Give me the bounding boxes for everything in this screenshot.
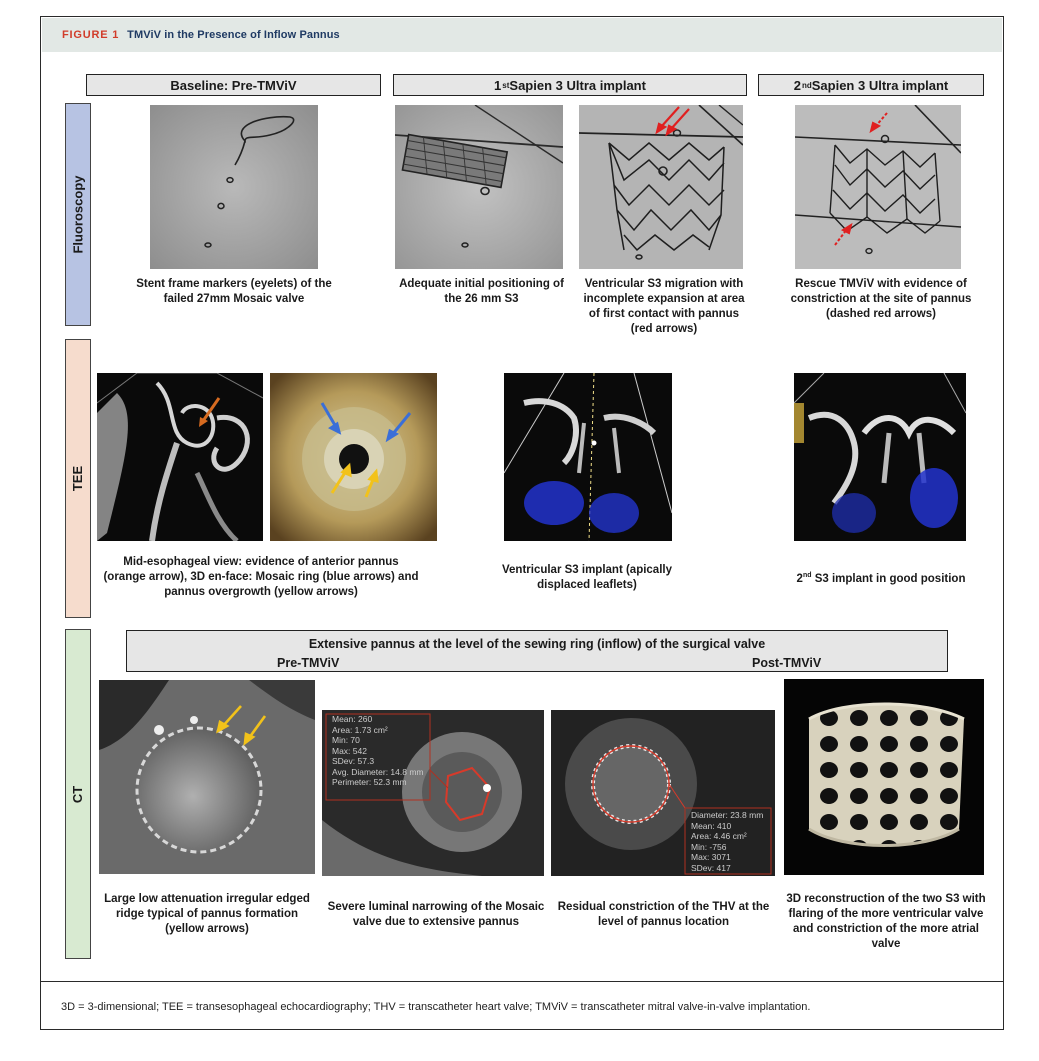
figure-title: TMViV in the Presence of Inflow Pannus <box>127 29 340 41</box>
caption-fluoro-rescue: Rescue TMViV with evidence of constriction at the site of pannus (dashed red arrows) <box>790 278 972 320</box>
fluoro-baseline-image <box>150 105 318 269</box>
ct-header-title: Extensive pannus at the level of the sewing ring (inflow) of the surgical valve <box>308 637 766 651</box>
ct-residual-constriction-image <box>551 710 775 876</box>
header-second-implant: 2 nd Sapien 3 Ultra implant <box>758 74 984 96</box>
caption-ct-narrowing: Severe luminal narrowing of the Mosaic valve due to extensive pannus <box>327 901 545 928</box>
fluoro-rescue-image <box>795 105 961 269</box>
fluoro-first-implant-image <box>395 105 563 269</box>
footnote: 3D = 3-dimensional; TEE = transesophageal echocardiography; THV = transcatheter heart valve; TMViV = transcatheter mitral valve-in-valve implantation. <box>61 1001 811 1013</box>
caption-ct-3d: 3D reconstruction of the two S3 with flaring of the more ventricular valve and constriction of the more atrial valve <box>786 893 986 950</box>
ct-header-pre: Pre-TMViV <box>277 656 340 670</box>
figure-label: FIGURE 1 <box>62 29 120 41</box>
caption-fluoro-baseline: Stent frame markers (eyelets) of the failed 27mm Mosaic valve <box>136 278 332 305</box>
tee-3d-enface-image <box>270 373 437 541</box>
row-label-fluoroscopy: Fluoroscopy <box>65 103 91 326</box>
ct-luminal-narrowing-image <box>322 710 544 876</box>
tee-midesophageal-image <box>97 373 263 541</box>
caption-ct-pannus: Large low attenuation irregular edged ridge typical of pannus formation (yellow arrows) <box>104 893 310 935</box>
ct-measurements-2: Diameter: 23.8 mm Mean: 410 Area: 4.46 cm² Min: -756 Max: 3071 SDev: 417 <box>691 810 764 873</box>
ct-3d-reconstruction-image <box>784 679 984 875</box>
row-label-ct: CT <box>65 629 91 959</box>
caption-tee-second: 2nd S3 implant in good position <box>796 572 966 585</box>
ct-measurements-1: Mean: 260 Area: 1.73 cm² Min: 70 Max: 542 SDev: 57.3 Avg. Diameter: 14.8 mm Perimeter: 52.3 mm <box>332 714 424 787</box>
footnote-divider <box>41 981 1003 982</box>
caption-tee-midesophageal: Mid-esophageal view: evidence of anterior pannus (orange arrow), 3D en-face: Mosaic ring (blue arrows) and pannus overgrowth (yellow arrows) <box>103 556 419 598</box>
ct-pannus-image <box>99 680 315 874</box>
tee-second-s3-image <box>794 373 966 541</box>
header-baseline: Baseline: Pre-TMViV <box>86 74 381 96</box>
tee-ventricular-s3-image <box>504 373 672 541</box>
caption-ct-residual: Residual constriction of the THV at the level of pannus location <box>557 901 770 928</box>
header-first-implant: 1 st Sapien 3 Ultra implant <box>393 74 747 96</box>
figure-frame <box>40 16 1004 1030</box>
caption-fluoro-migration: Ventricular S3 migration with incomplete expansion at area of first contact with pannus (red arrows) <box>583 278 745 335</box>
ct-header-box <box>126 630 948 672</box>
fluoro-migration-image <box>579 105 743 269</box>
caption-tee-ventricular: Ventricular S3 implant (apically displaced leaflets) <box>501 564 672 591</box>
row-label-tee: TEE <box>65 339 91 618</box>
figure-title-bar <box>42 18 1002 52</box>
ct-header-post: Post-TMViV <box>752 656 822 670</box>
caption-fluoro-first: Adequate initial positioning of the 26 mm S3 <box>399 278 564 305</box>
